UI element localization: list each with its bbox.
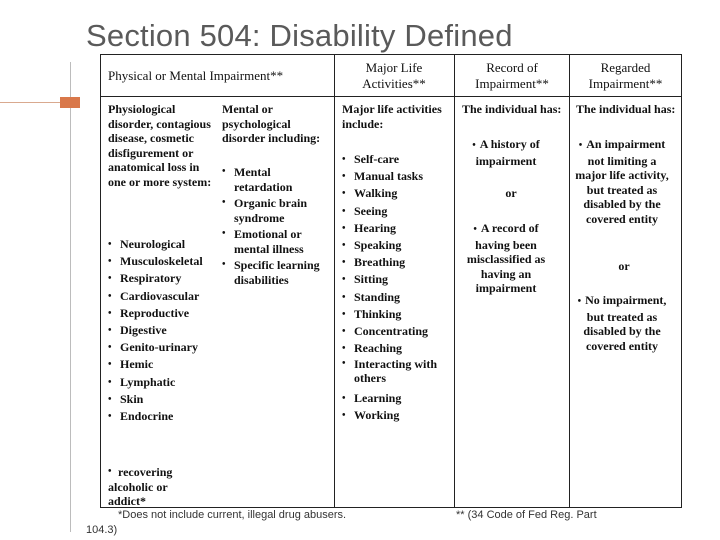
physiological-intro: Physiological disorder, contagious disease, cosmetic disfigurement or anatomical loss in one or more system: — [108, 102, 212, 189]
column-divider-1 — [334, 54, 335, 508]
header-physical-mental: Physical or Mental Impairment** — [108, 68, 284, 83]
physiological-systems-list — [108, 236, 216, 425]
major-life-list-2 — [342, 390, 450, 424]
list-item: • Skin — [108, 391, 216, 408]
list-item: • Lymphatic — [108, 374, 216, 391]
list-item: • Specific learning disabilities — [222, 258, 326, 287]
list-item: • Respiratory — [108, 270, 216, 287]
list-item: • Cardiovascular — [108, 288, 216, 305]
list-item: • Seeing — [342, 203, 450, 220]
list-item: • recovering alcoholic or addict* — [108, 465, 198, 509]
list-item: • Thinking — [342, 306, 450, 323]
footnote-cfr: ** (34 Code of Fed Reg. Part — [456, 509, 597, 521]
recovering-note — [108, 465, 198, 509]
major-life-list — [342, 151, 450, 385]
list-item: • Mental retardation — [222, 165, 326, 194]
regarded-list-2 — [572, 293, 672, 353]
list-item: • An impairment not limiting a major life activity, but treated as disabled by the covered entity — [572, 137, 672, 226]
mental-intro: Mental or psychological disorder including: — [222, 102, 321, 145]
list-item: • Concentrating — [342, 323, 450, 340]
page-title: Section 504: Disability Defined — [86, 18, 513, 53]
list-item: • Organic brain syndrome — [222, 196, 326, 225]
list-item: • Learning — [342, 390, 450, 407]
regarded-or: or — [618, 259, 630, 273]
list-item: • Reproductive — [108, 305, 216, 322]
record-list — [458, 137, 554, 168]
list-item: • Hearing — [342, 220, 450, 237]
major-life-intro: Major life activities include: — [342, 102, 442, 131]
header-regarded: Regarded Impairment** — [588, 60, 663, 91]
record-list-2 — [458, 221, 554, 296]
regarded-list — [572, 137, 672, 226]
decorative-rule-vertical — [70, 62, 71, 532]
list-item: • Standing — [342, 289, 450, 306]
mental-list — [222, 165, 326, 287]
header-record: Record of Impairment** — [475, 60, 549, 91]
list-item: • A record of having been misclassified as having an impairment — [458, 221, 554, 296]
list-item: • No impairment, but treated as disabled by the covered entity — [572, 293, 672, 353]
list-item: • Reaching — [342, 340, 450, 357]
list-item: • Manual tasks — [342, 168, 450, 185]
accent-bar — [60, 97, 80, 108]
list-item: • Emotional or mental illness — [222, 227, 326, 256]
list-item: • Walking — [342, 185, 450, 202]
list-item: • Genito-urinary — [108, 339, 216, 356]
footnote-drug-abusers: *Does not include current, illegal drug abusers. — [118, 509, 347, 521]
header-major-life: Major Life Activities** — [362, 60, 426, 91]
column-divider-3 — [569, 54, 570, 508]
record-intro: The individual has: — [462, 102, 562, 116]
regarded-intro: The individual has: — [576, 102, 676, 116]
list-item: • Neurological — [108, 236, 216, 253]
list-item: • A history of impairment — [458, 137, 554, 168]
list-item: • Endocrine — [108, 408, 216, 425]
list-item: • Musculoskeletal — [108, 253, 216, 270]
list-item: • Self-care — [342, 151, 450, 168]
list-item: • Interacting with others — [342, 357, 450, 385]
header-divider — [100, 96, 682, 97]
list-item: • Breathing — [342, 254, 450, 271]
list-item: • Speaking — [342, 237, 450, 254]
list-item: • Digestive — [108, 322, 216, 339]
list-item: • Hemic — [108, 356, 216, 373]
column-divider-2 — [454, 54, 455, 508]
decorative-rule-horizontal — [0, 102, 68, 103]
list-item: • Working — [342, 407, 450, 424]
record-or: or — [505, 186, 517, 200]
footnote-cfr-cont: 104.3) — [86, 524, 118, 536]
list-item: • Sitting — [342, 271, 450, 288]
